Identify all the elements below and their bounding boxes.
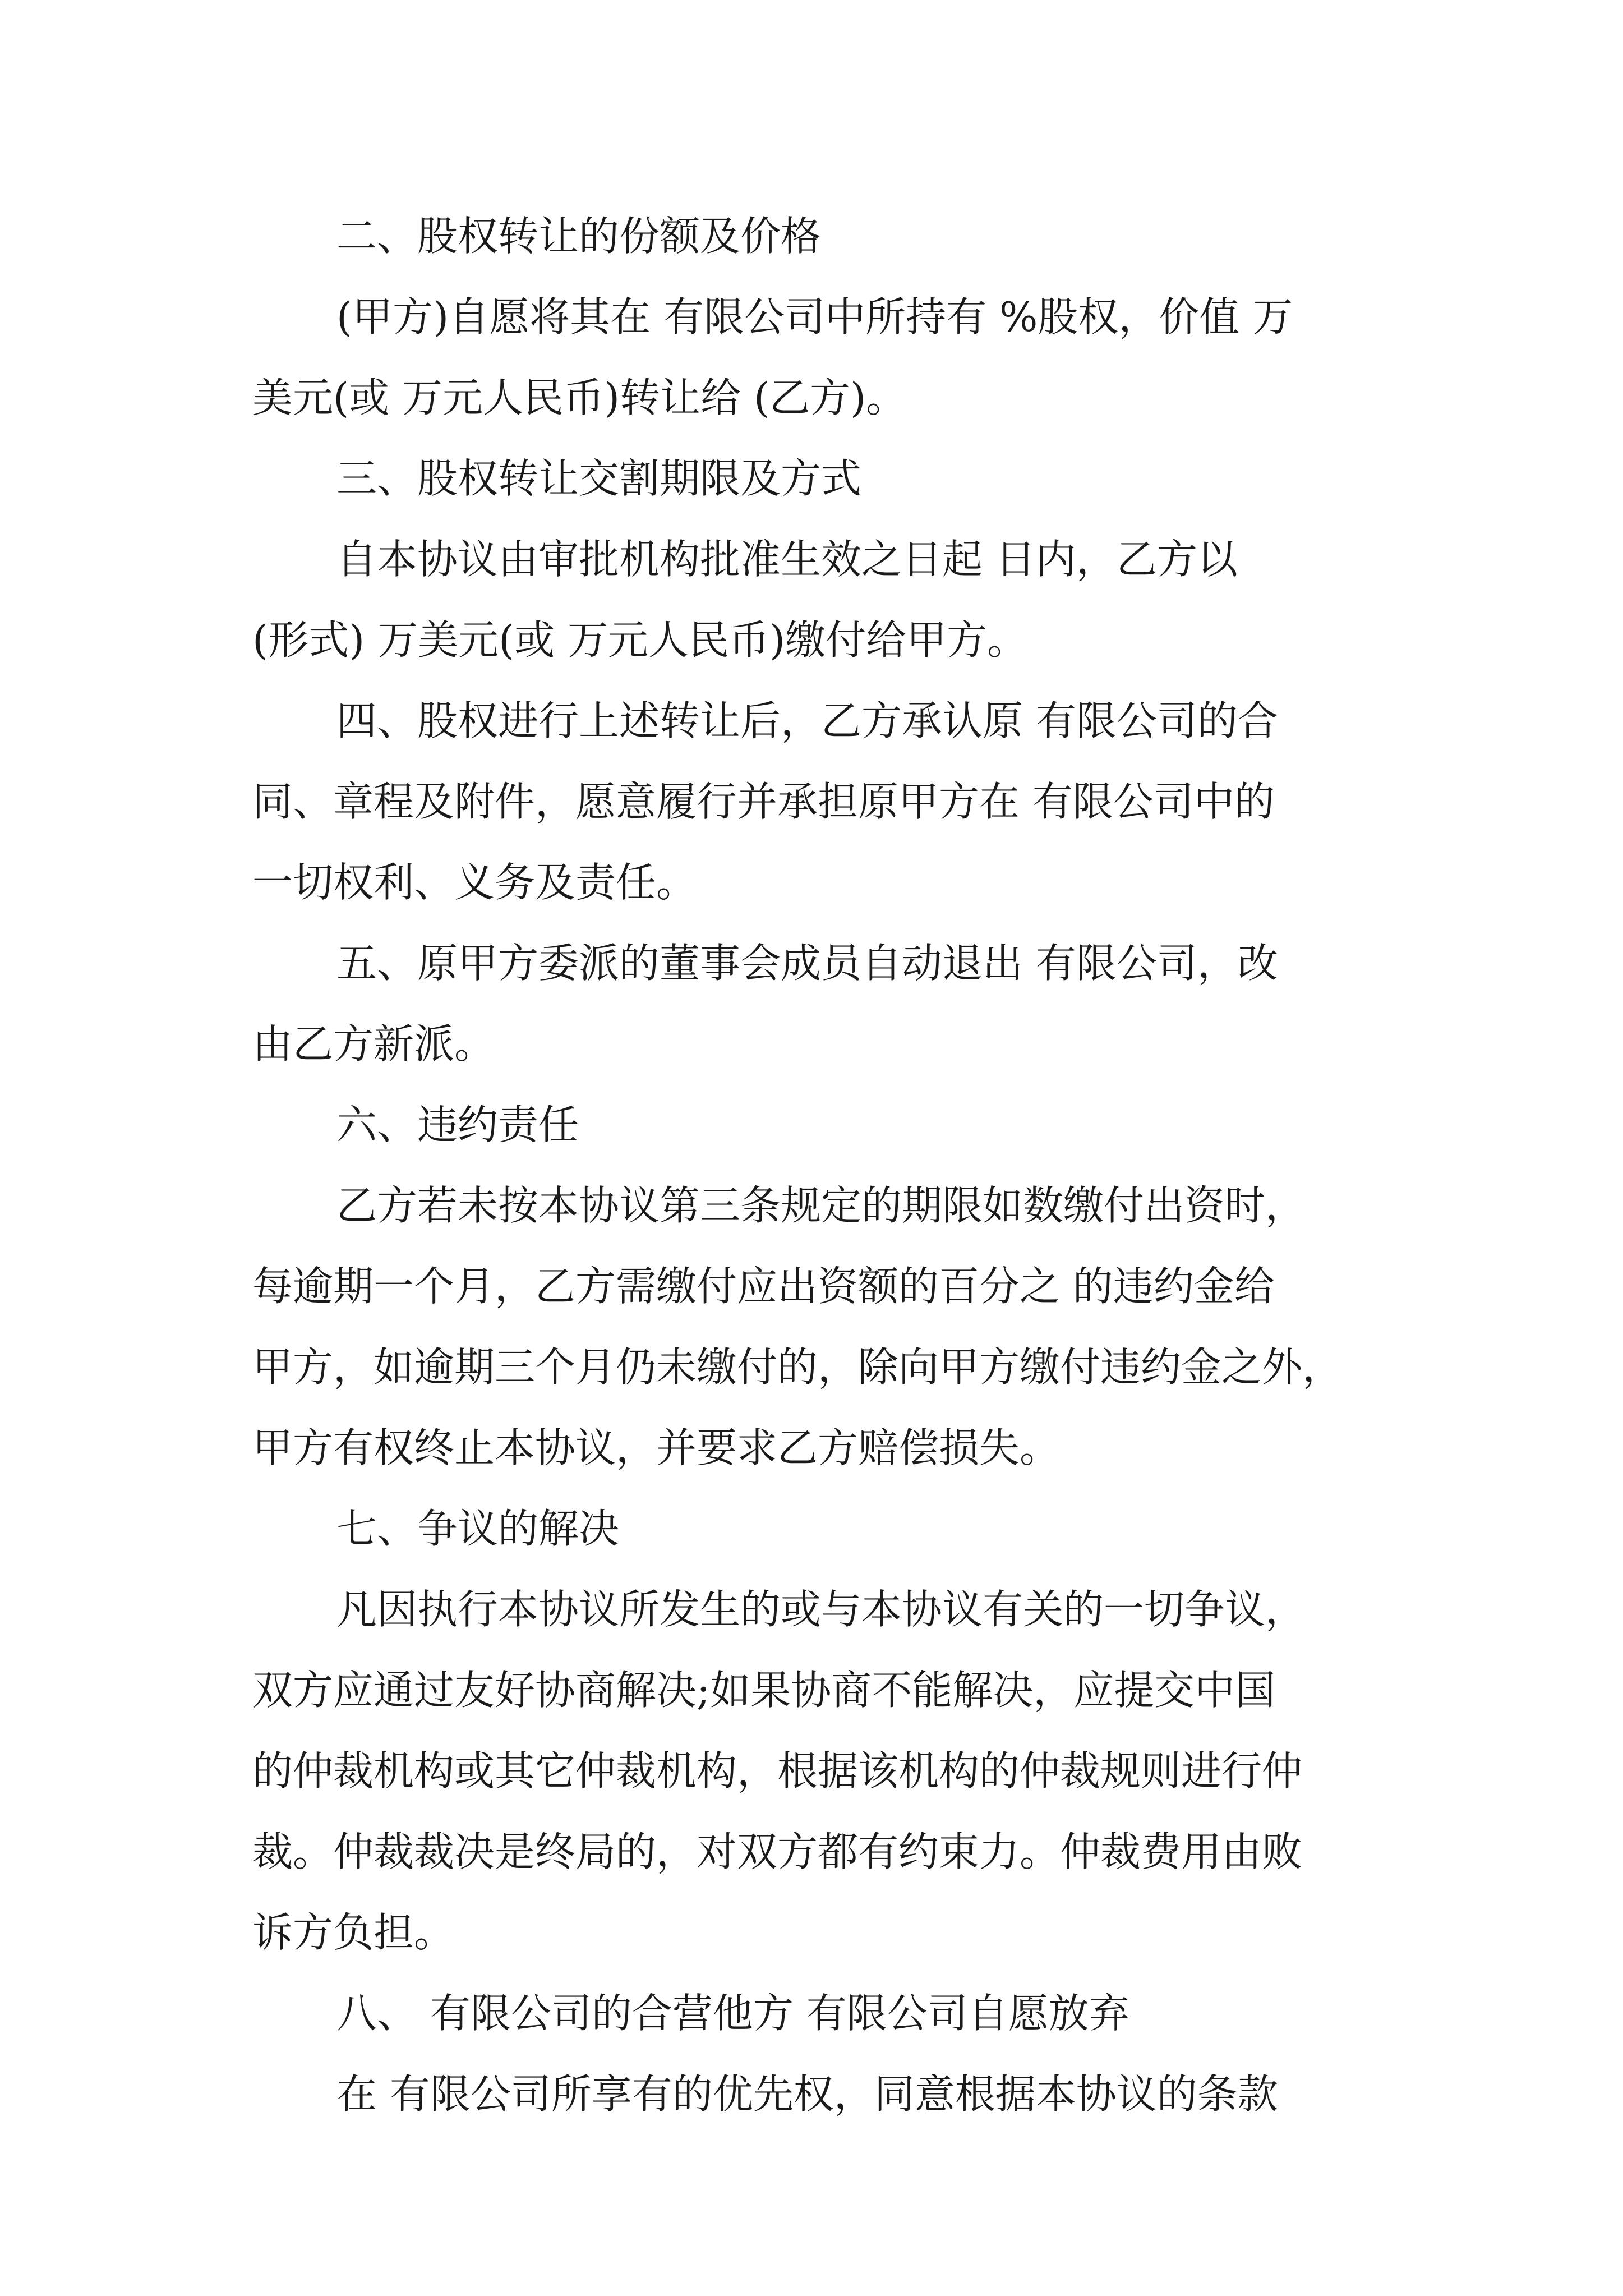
section-heading-waiver: 八、 有限公司的合营他方 有限公司自愿放弃	[336, 1993, 1129, 2037]
paragraph-line: 的仲裁机构或其它仲裁机构，根据该机构的仲裁规则进行仲	[252, 1751, 1303, 1795]
section-heading-dispute: 七、争议的解决	[336, 1508, 620, 1552]
paragraph-line: 诉方负担。	[252, 1912, 455, 1956]
paragraph-line: (形式) 万美元(或 万元人民币)缴付给甲方。	[252, 620, 1028, 664]
document-page	[252, 216, 1380, 2155]
paragraph-line: 自本协议由审批机构批准生效之日起 日内，乙方以	[336, 539, 1238, 583]
paragraph-line: 由乙方新派。	[252, 1024, 495, 1068]
paragraph-line: 凡因执行本协议所发生的或与本协议有关的一切争议，	[336, 1589, 1306, 1633]
paragraph-line: 同、章程及附件，愿意履行并承担原甲方在 有限公司中的	[252, 781, 1275, 825]
paragraph-line: (甲方)自愿将其在 有限公司中所持有 %股权，价值 万	[336, 297, 1293, 341]
paragraph-line: 甲方有权终止本协议，并要求乙方赔偿损失。	[252, 1428, 1061, 1471]
section-heading-after-transfer: 四、股权进行上述转让后，乙方承认原 有限公司的合	[336, 701, 1278, 744]
paragraph-line: 一切权利、义务及责任。	[252, 862, 697, 906]
paragraph-line: 在 有限公司所享有的优先权，同意根据本协议的条款	[336, 2074, 1278, 2118]
paragraph-line: 甲方，如逾期三个月仍未缴付的，除向甲方缴付违约金之外，	[252, 1347, 1343, 1391]
paragraph-line: 双方应通过友好协商解决;如果协商不能解决，应提交中国	[252, 1670, 1276, 1714]
section-heading-share-amount: 二、股权转让的份额及价格	[336, 216, 822, 260]
section-heading-breach: 六、违约责任	[336, 1105, 579, 1148]
section-heading-board: 五、原甲方委派的董事会成员自动退出 有限公司，改	[336, 943, 1278, 987]
section-heading-delivery: 三、股权转让交割期限及方式	[336, 458, 862, 502]
paragraph-line: 美元(或 万元人民币)转让给 (乙方)。	[252, 378, 907, 421]
paragraph-line: 乙方若未按本协议第三条规定的期限如数缴付出资时，	[336, 1185, 1306, 1229]
paragraph-line: 裁。仲裁裁决是终局的，对双方都有约束力。仲裁费用由败	[252, 1832, 1303, 1875]
paragraph-line: 每逾期一个月，乙方需缴付应出资额的百分之 的违约金给	[252, 1266, 1275, 1310]
